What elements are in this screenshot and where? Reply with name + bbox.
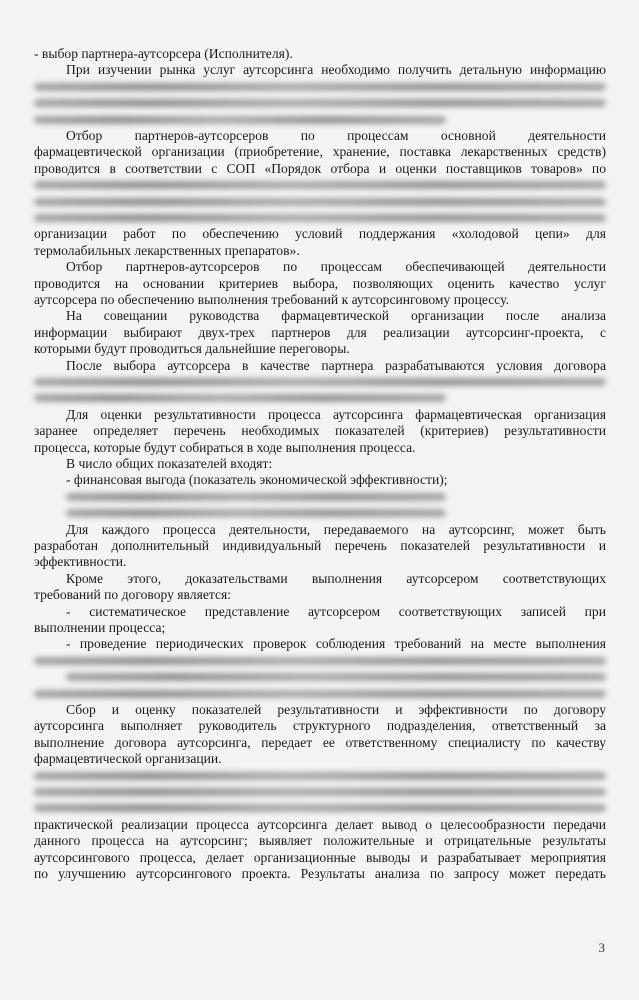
text-line: проводится в соответствии с СОП «Порядок отбора и оценки поставщиков товаров» по [34,160,606,176]
text-line: аутсорсингового процесса, делает организационные выводы и разрабатывает мероприятия [34,849,606,865]
text-line: аутсорсера по обеспечению выполнения требований к аутсорсинговому процессу. [34,292,509,307]
blurred-text-line [34,768,606,784]
text-line: информации выбирают двух-трех партнеров для реализации аутсорсинг-проекта, с [34,324,606,340]
blurred-text-line [34,390,606,406]
text-line: - систематическое представление аутсорсером соответствующих записей при [66,603,606,619]
text-line: - финансовая выгода (показатель экономической эффективности); [66,472,448,488]
text-line: данного процесса на аутсорсинг; выявляет положительные и отрицательные результаты [34,833,606,849]
blurred-text-line [34,112,606,128]
document-body [34,46,606,882]
text-line: разработан дополнительный индивидуальный перечень показателей результативности и [34,538,606,554]
blurred-text-line [34,489,606,505]
text-line: которыми будут проводиться дальнейшие переговоры. [34,341,350,357]
text-line: выполнение договора аутсорсинга, передает ее ответственному специалисту по качеству [34,734,606,750]
text-line: практической реализации процесса аутсорсинга делает вывод о целесообразности передачи [34,816,606,832]
blurred-text-line [34,800,606,816]
text-line: На совещании руководства фармацевтической организации после анализа [66,308,606,324]
text-line: - выбор партнера-аутсорсера (Исполнителя). [34,46,293,61]
text-line: аутсорсинга выполняет руководитель структурного подразделения, ответственный за [34,718,606,734]
text-line: требований по договору является: [34,587,232,603]
text-line: Отбор партнеров-аутсорсеров по процессам основной деятельности [66,127,606,143]
blurred-text-line [34,194,606,210]
text-line: После выбора аутсорсера в качестве партнера разрабатываются условия договора [66,357,606,373]
blurred-text-line [34,374,606,390]
text-line: В число общих показателей входят: [66,456,273,472]
blurred-text-line [34,505,606,521]
text-line: Сбор и оценку показателей результативности и эффективности по договору [66,702,606,718]
text-line: процесса, которые будут собираться в ходе выполнения процесса. [34,439,416,455]
blurred-text-line [34,95,606,111]
text-line: Для каждого процесса деятельности, передаваемого на аутсорсинг, может быть [66,521,606,537]
text-line: организации работ по обеспечению условий поддержания «холодовой цепи» для [34,226,606,242]
blurred-text-line [34,79,606,95]
blurred-text-line [34,210,606,226]
text-line: При изучении рынка услуг аутсорсинга необходимо получить детальную информацию [66,62,606,78]
page-number: 3 [598,940,605,955]
blurred-text-line [34,686,606,702]
text-line: Отбор партнеров-аутсорсеров по процессам обеспечивающей деятельности [66,259,606,275]
text-line: фармацевтической организации. [34,751,222,767]
text-line: Для оценки результативности процесса аутсорсинга фармацевтическая организация [66,406,606,422]
blurred-text-line [34,177,606,193]
text-line: фармацевтической организации (приобретение, хранение, поставка лекарственных средств) [34,144,606,160]
text-line: Кроме этого, доказательствами выполнения аутсорсером соответствующих [66,570,606,586]
blurred-text-line [34,784,606,800]
text-line: термолабильных лекарственных препаратов». [34,242,300,258]
text-line: по улучшению аутсорсингового проекта. Результаты анализа по запросу может передать [34,866,606,882]
text-line: проводится на основании критериев выбора, позволяющих оценить качество услуг [34,275,606,291]
blurred-text-line [34,653,606,669]
text-line: выполнении процесса; [34,620,166,636]
blurred-text-line [34,669,606,685]
text-line: эффективности. [34,554,127,570]
text-line: - проведение периодических проверок соблюдения требований на месте выполнения [66,636,606,652]
text-line: заранее определяет перечень необходимых показателей (критериев) результативности [34,423,606,439]
